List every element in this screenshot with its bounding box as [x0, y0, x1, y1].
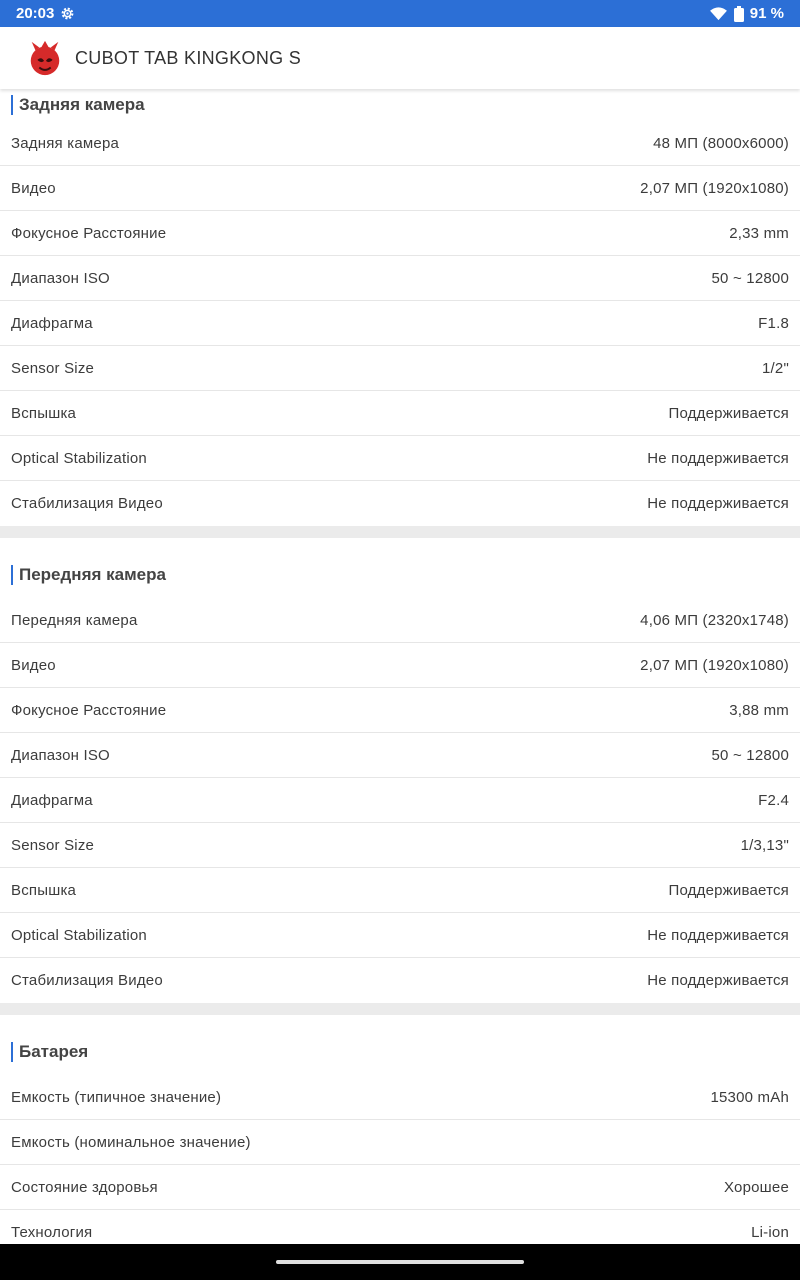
app-bar: [0, 27, 800, 89]
app-title: CUBOT TAB KINGKONG S: [75, 47, 302, 68]
wifi-icon: [709, 6, 728, 21]
section-front-camera: [0, 538, 800, 1003]
spec-row: [0, 778, 800, 823]
spec-row: [0, 913, 800, 958]
spec-label: Видео: [11, 179, 56, 197]
section-accent-bar: [11, 1042, 13, 1062]
section-header: [0, 89, 800, 121]
spec-value: Поддерживается: [668, 881, 789, 899]
spec-value: Не поддерживается: [647, 972, 789, 989]
gear-icon: [60, 6, 75, 21]
spec-row: [0, 1120, 800, 1165]
spec-label: Диапазон ISO: [11, 746, 110, 764]
spec-value: 48 МП (8000x6000): [653, 134, 789, 152]
antutu-logo-icon[interactable]: [26, 39, 64, 77]
section-title: Передняя камера: [19, 565, 166, 584]
navigation-bar: [0, 1244, 800, 1280]
spec-label: Видео: [11, 656, 56, 674]
spec-row: [0, 436, 800, 481]
spec-value: Не поддерживается: [647, 495, 789, 512]
section-title: Задняя камера: [19, 95, 145, 114]
spec-list[interactable]: [0, 89, 800, 1244]
spec-label: Optical Stabilization: [11, 449, 147, 467]
status-bar: [0, 0, 800, 27]
spec-row: [0, 1075, 800, 1120]
spec-row: [0, 301, 800, 346]
spec-label: Состояние здоровья: [11, 1178, 158, 1196]
spec-label: Емкость (типичное значение): [11, 1088, 222, 1106]
spec-row: [0, 166, 800, 211]
spec-label: Фокусное Расстояние: [11, 224, 167, 242]
spec-row: [0, 1210, 800, 1244]
spec-row: [0, 958, 800, 1003]
section-divider: [0, 1003, 800, 1015]
spec-row: [0, 211, 800, 256]
spec-value: 50 ~ 12800: [711, 269, 789, 287]
battery-percent: 91 %: [749, 5, 784, 22]
section-header: [0, 538, 800, 598]
spec-label: Стабилизация Видео: [11, 495, 163, 512]
spec-label: Вспышка: [11, 404, 77, 422]
section-accent-bar: [11, 95, 13, 115]
spec-row: [0, 688, 800, 733]
section-accent-bar: [11, 565, 13, 585]
spec-label: Емкость (номинальное значение): [11, 1133, 251, 1151]
spec-label: Sensor Size: [11, 836, 95, 854]
spec-value: Li-ion: [751, 1224, 789, 1241]
section-divider: [0, 526, 800, 538]
spec-value: Хорошее: [724, 1178, 789, 1196]
spec-row: [0, 256, 800, 301]
spec-label: Технология: [11, 1224, 93, 1241]
spec-row: [0, 823, 800, 868]
spec-label: Вспышка: [11, 881, 77, 899]
spec-value: Поддерживается: [668, 404, 789, 422]
spec-value: Не поддерживается: [647, 449, 789, 467]
spec-label: Передняя камера: [11, 611, 138, 629]
status-bar-right: [709, 5, 784, 22]
spec-value: 50 ~ 12800: [711, 746, 789, 764]
spec-value: 4,06 МП (2320x1748): [640, 611, 789, 629]
spec-row: [0, 868, 800, 913]
spec-row: [0, 1165, 800, 1210]
spec-label: Фокусное Расстояние: [11, 701, 167, 719]
spec-row: [0, 121, 800, 166]
section-battery: [0, 1015, 800, 1244]
spec-value: 3,88 mm: [729, 701, 789, 719]
spec-label: Диапазон ISO: [11, 269, 110, 287]
spec-value: 15300 mAh: [710, 1088, 789, 1106]
spec-label: Задняя камера: [11, 134, 120, 152]
spec-row: [0, 346, 800, 391]
spec-label: Диафрагма: [11, 314, 93, 332]
spec-row: [0, 598, 800, 643]
spec-value: F1.8: [758, 314, 789, 332]
spec-row: [0, 643, 800, 688]
spec-value: F2.4: [758, 791, 789, 809]
battery-icon: [734, 6, 744, 22]
spec-row: [0, 481, 800, 526]
spec-value: 2,33 mm: [729, 224, 789, 242]
gesture-handle[interactable]: [276, 1260, 524, 1264]
section-title: Батарея: [19, 1042, 89, 1061]
section-rear-camera: [0, 89, 800, 526]
spec-value: 1/3,13": [740, 836, 789, 854]
spec-label: Optical Stabilization: [11, 926, 147, 944]
status-time: 20:03: [16, 5, 55, 22]
spec-label: Sensor Size: [11, 359, 95, 377]
spec-value: 2,07 МП (1920x1080): [640, 656, 789, 674]
section-header: [0, 1015, 800, 1075]
spec-value: 1/2": [762, 359, 789, 377]
status-bar-left: [16, 5, 75, 22]
spec-row: [0, 733, 800, 778]
spec-value: Не поддерживается: [647, 926, 789, 944]
spec-value: 2,07 МП (1920x1080): [640, 179, 789, 197]
spec-label: Диафрагма: [11, 791, 93, 809]
spec-label: Стабилизация Видео: [11, 972, 163, 989]
spec-row: [0, 391, 800, 436]
